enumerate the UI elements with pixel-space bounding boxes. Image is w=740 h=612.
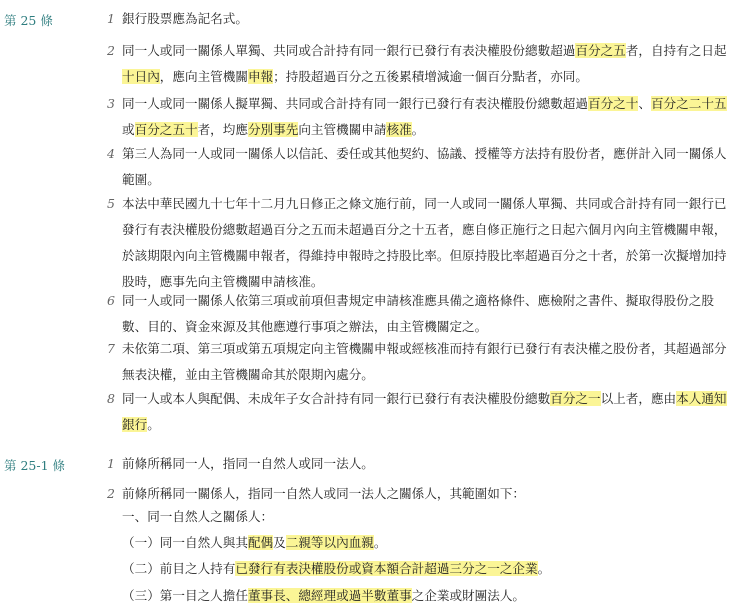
text-run: 。 [373,535,387,550]
highlighted-phrase: 百分之二十五 [650,96,727,111]
highlighted-phrase: 配偶 [247,535,274,550]
text-run: 。 [537,561,551,576]
text-run: 以上者，應由 [600,391,677,406]
text-run: ，應向主管機關 [159,69,248,84]
text-run: （一）同一自然人與其 [122,535,248,550]
paragraph-number: 2 [107,43,115,58]
subitem-text [122,504,734,530]
text-run: 同一人或同一關係人單獨、共同或合計持有同一銀行已發行有表決權股份總數超過 [122,43,576,58]
highlighted-phrase: 百分之一 [550,391,601,406]
paragraph-number: 5 [107,196,115,211]
paragraph-text [122,288,734,340]
text-run: 未依第二項、第三項或第五項規定向主管機關申報或經核准而持有銀行已發行有表決權之股份者，其超過部分無表決權，並由主管機關命其於限期內處分。 [122,341,727,382]
paragraph-text [122,386,734,438]
text-run: 之企業或財團法人。 [411,588,525,603]
text-run: ；持股超過百分之五後累積增減逾一個百分點者，亦同。 [273,69,588,84]
paragraph-text [122,191,734,295]
text-run: 本法中華民國九十七年十二月九日修正之條文施行前，同一人或同一關係人單獨、共同或合計持有同一銀行已發行有表決權股份總數超過百分之五而未超過百分之十五者，應自修正施行之日起六個月內向主管機關申報，於該期限內向主管機關申報者，得維持申報時之持股比率。但原持股比率超過百分之十者，於第一次擬增加持股時，應事先向主管機關申請核准。 [122,196,727,289]
text-run: 。 [411,122,425,137]
text-run: 前條所稱同一關係人，指同一自然人或同一法人之關係人，其範圍如下： [122,486,525,501]
text-run: 同一人或同一關係人擬單獨、共同或合計持有同一銀行已發行有表決權股份總數超過 [122,96,588,111]
text-run: （二）前目之人持有 [122,561,236,576]
paragraph-text [122,38,734,90]
text-run: 銀行股票應為記名式。 [122,11,248,26]
highlighted-phrase: 董事長、總經理或過半數董事 [247,588,412,603]
article-number-25: 第 25 條 [4,13,53,28]
text-run: 向主管機關申請 [298,122,387,137]
paragraph-text [122,336,734,388]
text-run: 及 [273,535,286,550]
subitem-text [122,583,734,609]
text-run: （三）第一目之人擔任 [122,588,248,603]
paragraph-text [122,451,734,477]
subitem-text [122,556,734,582]
highlighted-phrase: 百分之五 [575,43,626,58]
highlighted-phrase: 分別事先 [247,122,299,137]
text-run: 第三人為同一人或同一關係人以信託、委任或其他契約、協議、授權等方法持有股份者，應併計入同一關係人範圍。 [122,146,727,187]
highlighted-phrase: 十日內 [122,69,160,84]
text-run: 前條所稱同一人，指同一自然人或同一法人。 [122,456,374,471]
paragraph-number: 1 [107,11,115,26]
highlighted-phrase: 百分之十 [587,96,639,111]
text-run: 一、同一自然人之關係人： [122,509,274,524]
article-number-25-1: 第 25-1 條 [4,458,66,473]
highlighted-phrase: 已發行有表決權股份或資本額合計超過三分之一之企業 [235,561,538,576]
subitem-text [122,530,734,556]
paragraph-number: 4 [107,146,115,161]
paragraph-text [122,91,734,143]
highlighted-phrase: 申報 [247,69,274,84]
highlighted-phrase: 百分之五十 [134,122,198,137]
text-run: 或 [122,122,135,137]
paragraph-number: 3 [107,96,115,111]
highlighted-phrase: 本人通知銀行 [122,391,727,432]
text-run: 、 [638,96,651,111]
text-run: 者，自持有之日起 [625,43,727,58]
paragraph-number: 7 [107,341,115,356]
paragraph-text [122,6,734,32]
text-run: 同一人或本人與配偶、未成年子女合計持有同一銀行已發行有表決權股份總數 [122,391,551,406]
paragraph-number: 8 [107,391,115,406]
highlighted-phrase: 二親等以內血親 [285,535,374,550]
paragraph-number: 2 [107,486,115,501]
highlighted-phrase: 核准 [386,122,412,137]
text-run: 。 [147,417,160,432]
text-run: 同一人或同一關係人依第三項或前項但書規定申請核准應具備之適格條件、應檢附之書件、擬取得股份之股數、目的、資金來源及其他應遵行事項之辦法，由主管機關定之。 [122,293,714,334]
text-run: 者，均應 [197,122,248,137]
paragraph-text [122,141,734,193]
paragraph-number: 1 [107,456,115,471]
paragraph-number: 6 [107,293,115,308]
